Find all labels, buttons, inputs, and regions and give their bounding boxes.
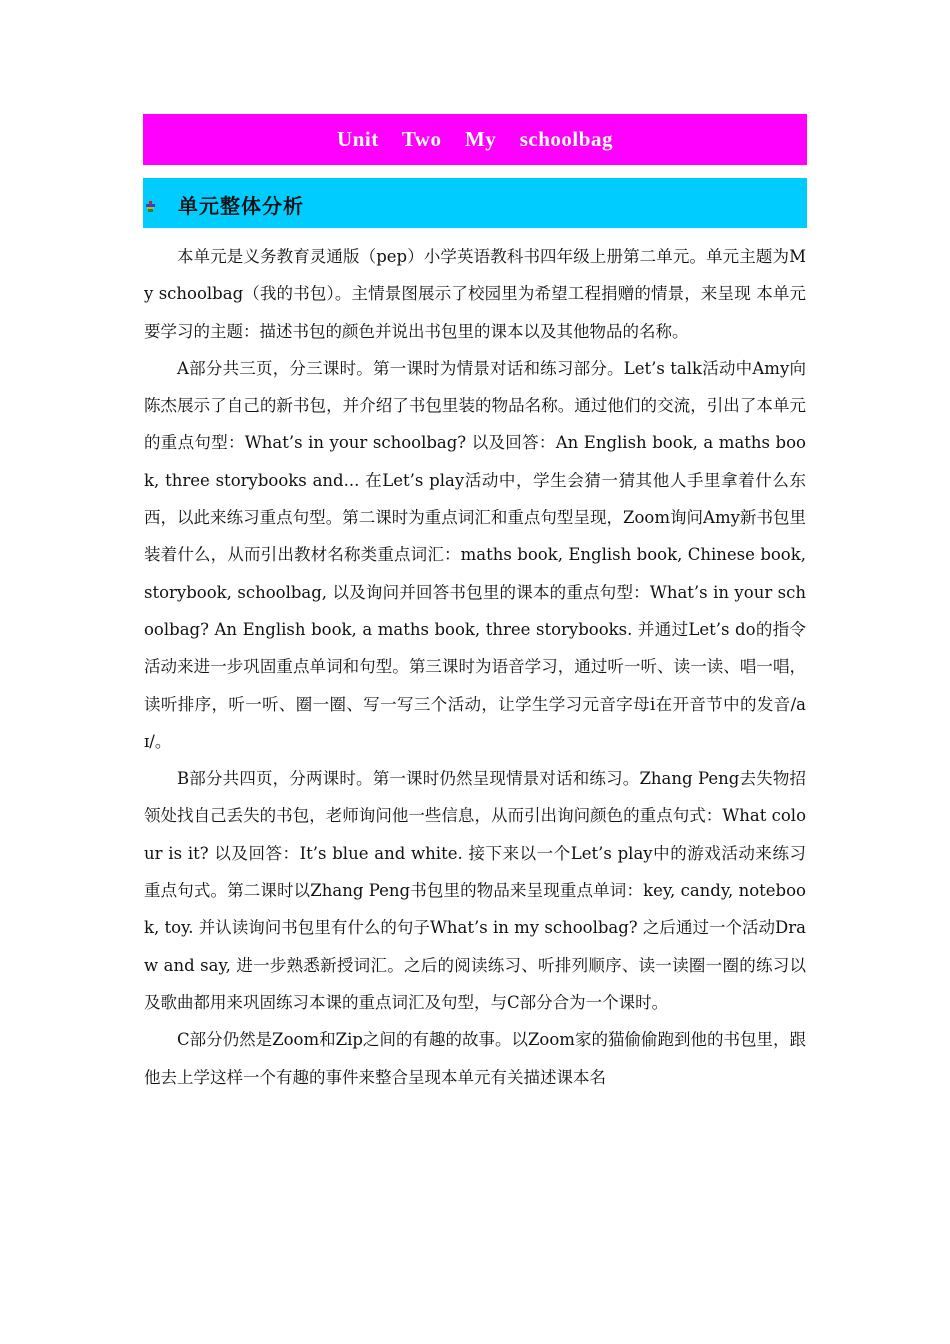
paragraph-intro: 本单元是义务教育灵通版（pep）小学英语教科书四年级上册第二单元。单元主题为My schoolbag（我的书包）。主情景图展示了校园里为希望工程捐赠的情景，来呈现 本单元要学习的主题：描述书包的颜色并说出书包里的课本以及其他物品的名称。 bbox=[144, 247, 806, 341]
section-heading-banner bbox=[143, 178, 807, 228]
unit-title: Unit Two My schoolbag bbox=[337, 127, 613, 151]
decorative-bullet-icon bbox=[146, 201, 155, 212]
paragraph-part-a: A部分共三页，分三课时。第一课时为情景对话和练习部分。Let’s talk活动中Amy向陈杰展示了自己的新书包，并介绍了书包里装的物品名称。通过他们的交流，引出了本单元的重点句型：What’s in your schoolbag? 以及回答：An English book, a maths book, three storybooks and... 在Let’s play活动中，学生会猜一猜其他人手里拿着什么东西，以此来练习重点句型。第二课时为重点词汇和重点句型呈现，Zoom询问Amy新书包里装着什么，从而引出教材名称类重点词汇：maths book, English book, Chinese book, storybook, schoolbag, 以及询问并回答书包里的课本的重点句型：What’s in your schoolbag? An English book, a maths book, three storybooks. 并通过Let’s do的指令活动来进一步巩固重点单词和句型。第三课时为语音学习，通过听一听、读一读、唱一唱，读听排序，听一听、圈一圈、写一写三个活动，让学生学习元音字母i在开音节中的发音/aɪ/。 bbox=[144, 358, 806, 751]
paragraph-part-c: C部分仍然是Zoom和Zip之间的有趣的故事。以Zoom家的猫偷偷跑到他的书包里，跟他去上学这样一个有趣的事件来整合呈现本单元有关描述课本名 bbox=[144, 1030, 806, 1087]
analysis-body bbox=[144, 238, 806, 1096]
section-heading: 单元整体分析 bbox=[178, 194, 304, 218]
paragraph-part-b: B部分共四页，分两课时。第一课时仍然呈现情景对话和练习。Zhang Peng去失物招领处找自己丢失的书包，老师询问他一些信息，从而引出询问颜色的重点句式：What colour is it? 以及回答：It’s blue and white. 接下来以一个Let’s play中的游戏活动来练习重点句式。第二课时以Zhang Peng书包里的物品来呈现重点单词：key, candy, notebook, toy. 并认读询问书包里有什么的句子What’s in my schoolbag? 之后通过一个活动Draw and say, 进一步熟悉新授词汇。之后的阅读练习、听排列顺序、读一读圈一圈的练习以及歌曲都用来巩固练习本课的重点词汇及句型，与C部分合为一个课时。 bbox=[144, 769, 806, 1012]
unit-title-banner bbox=[143, 114, 807, 165]
